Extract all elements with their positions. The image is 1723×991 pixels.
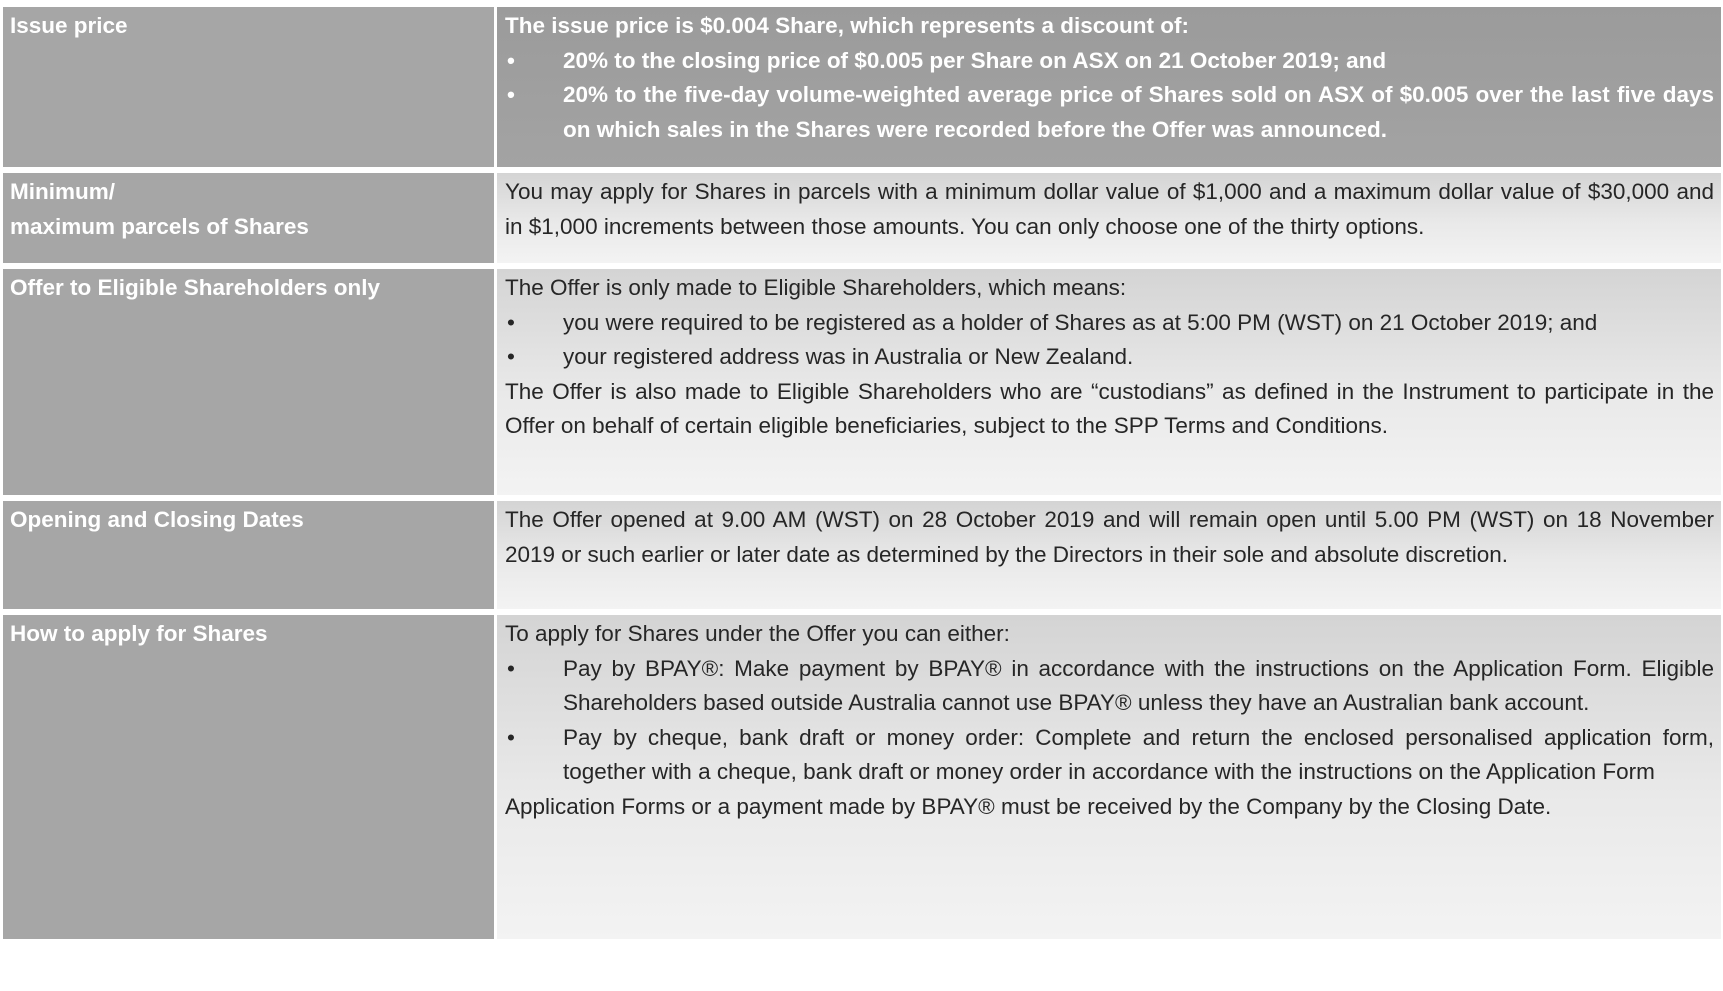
row-intro-text: To apply for Shares under the Offer you can either: [505, 621, 1010, 646]
table-row-how-to-apply [3, 615, 1721, 939]
list-item [505, 306, 1714, 341]
row-label: maximum parcels of Shares [10, 213, 309, 239]
bullet-icon: • [507, 47, 515, 73]
offer-terms-table [3, 7, 1721, 939]
list-item [505, 340, 1714, 375]
list-item-text: Pay by BPAY®: Make payment by BPAY® in accordance with the instructions on the Application Form. Eligible Shareholders based outside Australia cannot use BPAY® unless they have an Australian bank account. [563, 655, 1714, 715]
bullet-icon: • [507, 82, 515, 107]
row-intro-text: The Offer opened at 9.00 AM (WST) on 28 October 2019 and will remain open until 5.00 PM (WST) on 18 November 2019 or such earlier or later date as determined by the Directors in their sole and absolute discretion. [505, 507, 1714, 567]
row-label: Opening and Closing Dates [10, 507, 304, 532]
bullet-icon: • [507, 344, 515, 369]
list-item-text: you were required to be registered as a holder of Shares as at 5:00 PM (WST) on 21 October 2019; and [563, 309, 1598, 335]
row-label-cell [3, 173, 497, 269]
bullet-icon: • [507, 724, 515, 750]
row-label-cell [3, 501, 497, 615]
row-intro-text: The issue price is $0.004 Share, which represents a discount of: [505, 13, 1189, 38]
list-item-text: Pay by cheque, bank draft or money order: Complete and return the enclosed personalised application form, together with a cheque, bank draft or money order in accordance with the instructions on the Application Form [563, 724, 1714, 784]
list-item [505, 721, 1714, 790]
list-item-text: 20% to the closing price of $0.005 per Share on ASX on 21 October 2019; and [563, 47, 1387, 73]
row-content-cell [497, 269, 1721, 501]
row-content-cell [497, 615, 1721, 939]
row-label: How to apply for Shares [10, 621, 268, 646]
row-intro-text: The Offer is only made to Eligible Shareholders, which means: [505, 275, 1127, 300]
row-label: Minimum/ [10, 179, 115, 204]
row-content-cell [497, 173, 1721, 269]
list-item-text: your registered address was in Australia or New Zealand. [563, 344, 1134, 369]
list-item [505, 652, 1714, 721]
list-item-text: 20% to the five-day volume-weighted average price of Shares sold on ASX of $0.005 over the last five days on which sales in the Shares were recorded before the Offer was announced. [563, 82, 1714, 142]
table-row-parcels [3, 173, 1721, 269]
row-label-cell [3, 7, 497, 173]
bullet-icon: • [507, 309, 515, 335]
row-intro-text: You may apply for Shares in parcels with a minimum dollar value of $1,000 and a maximum dollar value of $30,000 and in $1,000 increments between those amounts. You can only choose one of the thirty options. [505, 179, 1714, 239]
table-row-issue-price [3, 7, 1721, 173]
row-outro-text: The Offer is also made to Eligible Shareholders who are “custodians” as defined in the Instrument to participate in the Offer on behalf of certain eligible beneficiaries, subject to the SPP Terms and Conditions. [505, 378, 1714, 438]
row-outro-text: Application Forms or a payment made by BPAY® must be received by the Company by the Closing Date. [505, 793, 1552, 819]
table-row-eligible-shareholders [3, 269, 1721, 501]
row-content-cell [497, 501, 1721, 615]
row-content-cell [497, 7, 1721, 173]
row-label: Offer to Eligible Shareholders only [10, 275, 381, 300]
row-label-cell [3, 269, 497, 501]
list-item [505, 44, 1714, 79]
bullet-icon: • [507, 655, 515, 681]
list-item [505, 78, 1714, 147]
table-row-dates [3, 501, 1721, 615]
row-label: Issue price [10, 13, 128, 38]
row-label-cell [3, 615, 497, 939]
